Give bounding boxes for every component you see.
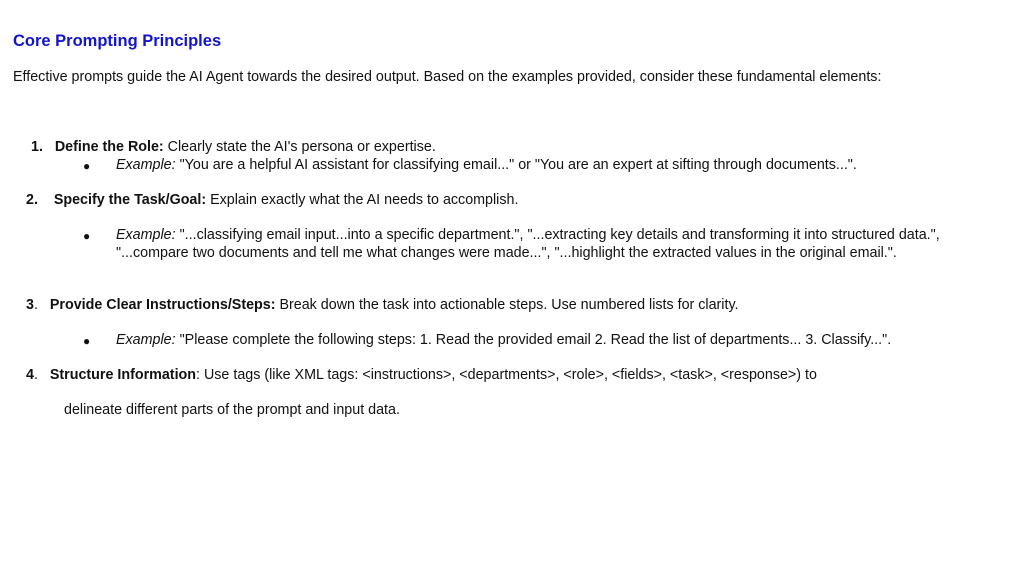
bullet-icon: ●: [83, 334, 91, 348]
item-number: 1.: [31, 139, 43, 155]
item-heading: Structure Information: [49, 367, 197, 383]
item-number: 3: [26, 297, 34, 313]
principle-item-3: [26, 297, 739, 315]
item-4-continuation: delineate different parts of the prompt and input data.: [64, 402, 400, 418]
example-line-2: [116, 227, 976, 262]
example-text: "You are a helpful AI assistant for classifying email..." or "You are an expert at sifting through documents...".: [175, 157, 857, 173]
item-text: : Use tags (like XML tags: <instructions>, <departments>, <role>, <fields>, <task>, <response>) to: [196, 367, 817, 383]
item-text: Break down the task into actionable steps. Use numbered lists for clarity.: [275, 297, 739, 313]
example-label: Example:: [116, 227, 176, 243]
item-number: 2.: [26, 192, 38, 208]
item-number-suffix: .: [33, 367, 38, 383]
example-label: Example:: [116, 157, 176, 173]
item-heading: Specify the Task/Goal:: [53, 192, 207, 208]
example-text: "...classifying email input...into a specific department.", "...extracting key details and transforming it into structured data.", "...compare two documents and tell me what changes were made...", "...highlight the extracted values in the original email.".: [116, 227, 940, 261]
item-text: Explain exactly what the AI needs to accomplish.: [206, 192, 519, 208]
example-text: "Please complete the following steps: 1. Read the provided email 2. Read the list of departments... 3. Classify...".: [175, 332, 892, 348]
principle-item-4: [26, 367, 817, 385]
principle-item-1: [31, 139, 436, 157]
item-heading: Define the Role:: [54, 139, 164, 155]
item-number-suffix: .: [33, 297, 38, 313]
item-heading: Provide Clear Instructions/Steps:: [49, 297, 276, 313]
example-line-3: [116, 332, 891, 350]
bullet-icon: ●: [83, 159, 91, 173]
item-text: Clearly state the AI's persona or expertise.: [163, 139, 436, 155]
item-number: 4: [26, 367, 34, 383]
intro-paragraph: Effective prompts guide the AI Agent towards the desired output. Based on the examples provided, consider these fundamental elements:: [13, 69, 882, 85]
example-label: Example:: [116, 332, 176, 348]
page-title: Core Prompting Principles: [13, 32, 222, 50]
example-line-1: [116, 157, 857, 175]
principle-item-2: [26, 192, 518, 210]
bullet-icon: ●: [83, 229, 91, 243]
